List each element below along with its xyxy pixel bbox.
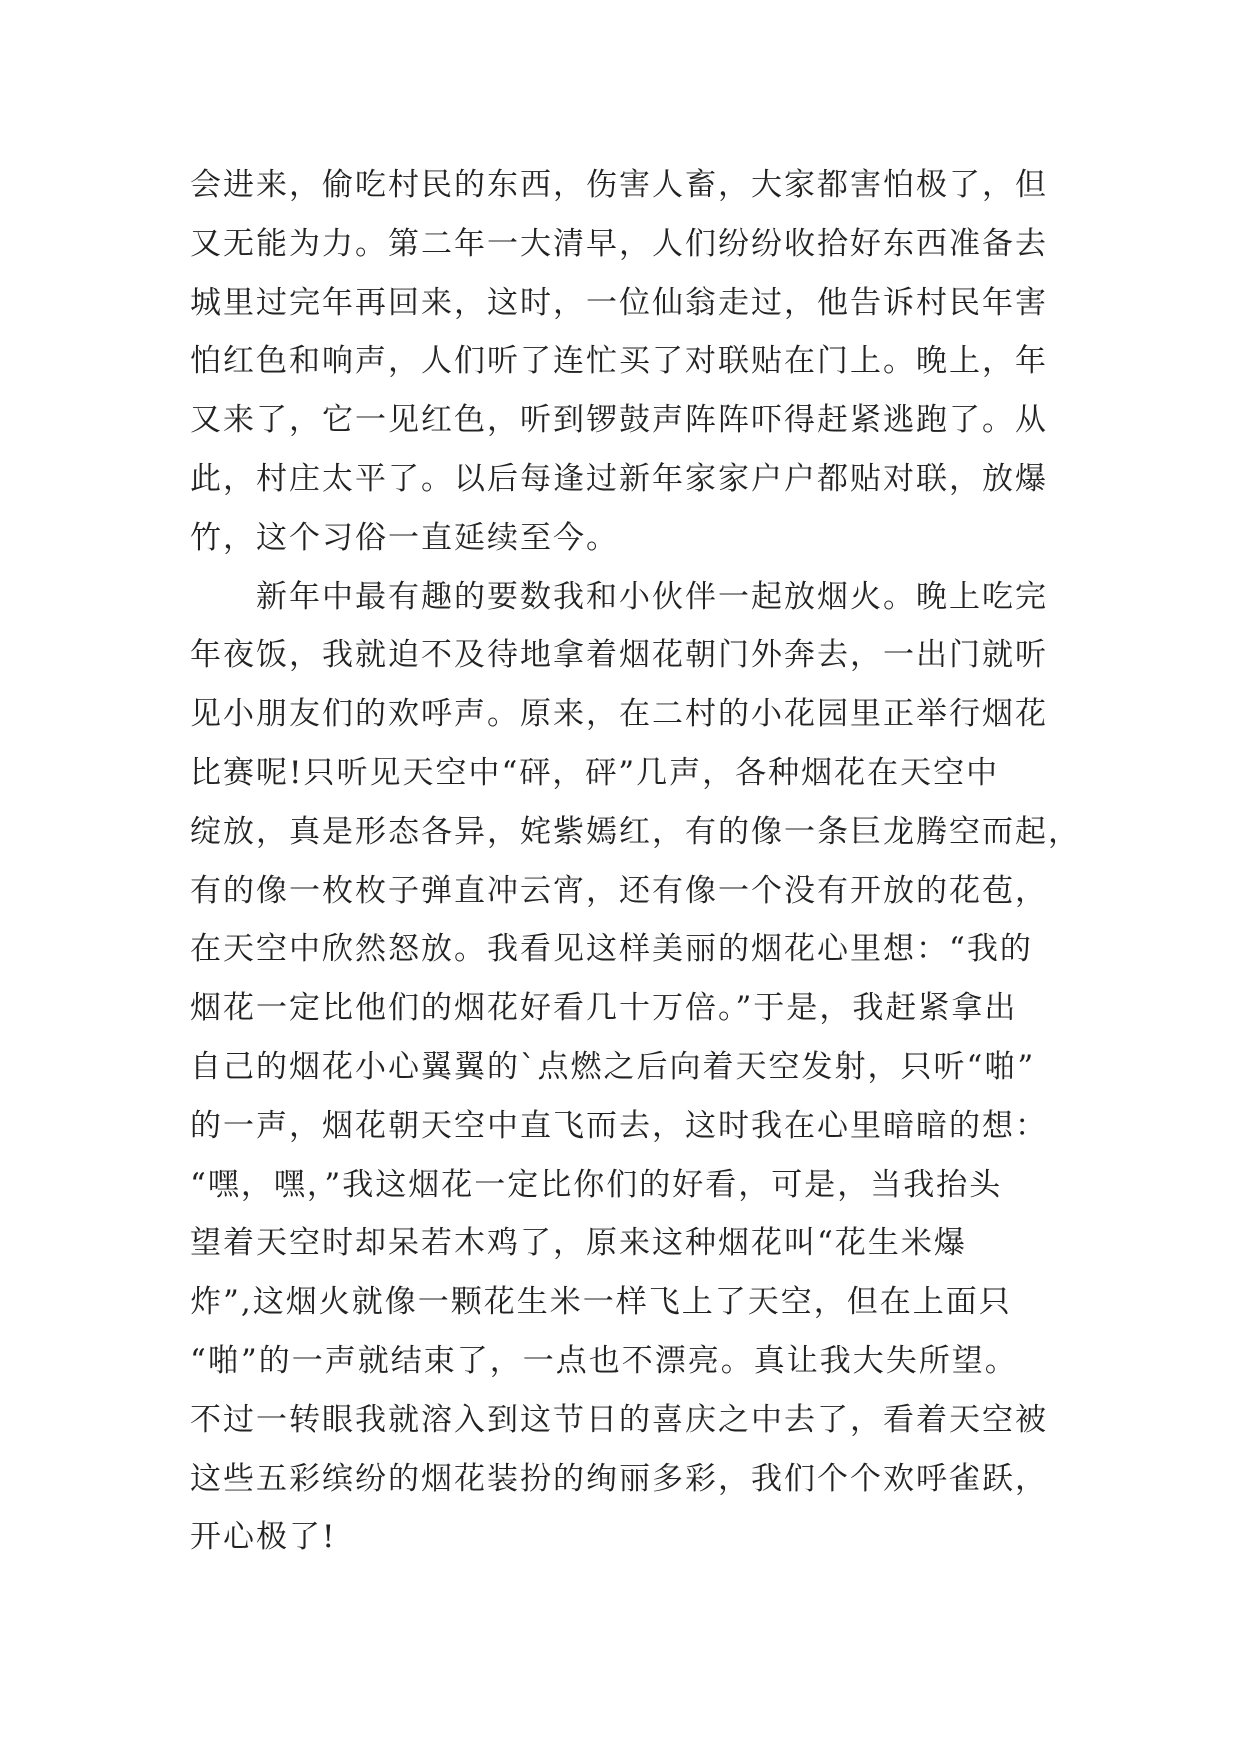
paragraph-line: “啪”的一声就结束了，一点也不漂亮。真让我大失所望。 <box>190 1342 1018 1379</box>
paragraph-line: 有的像一枚枚子弹直冲云宵，还有像一个没有开放的花苞， <box>190 872 1048 909</box>
paragraph-line: 开心极了! <box>190 1519 337 1556</box>
paragraph-line: 新年中最有趣的要数我和小伙伴一起放烟火。晚上吃完 <box>190 578 1048 615</box>
paragraph-line: 此，村庄太平了。以后每逢过新年家家户户都贴对联，放爆 <box>190 460 1048 497</box>
paragraph-line: 望着天空时却呆若木鸡了，原来这种烟花叫“花生米爆 <box>190 1225 967 1262</box>
paragraph-2 <box>190 568 1081 1568</box>
paragraph-line: 会进来，偷吃村民的东西，伤害人畜，大家都害怕极了，但 <box>190 167 1048 203</box>
paragraph-line: 在天空中欣然怒放。我看见这样美丽的烟花心里想：“我的 <box>190 931 1033 968</box>
paragraph-line: 的一声，烟花朝天空中直飞而去，这时我在心里暗暗的想： <box>190 1107 1048 1144</box>
paragraph-line: 自己的烟花小心翼翼的`点燃之后向着天空发射，只听“啪” <box>190 1048 1036 1085</box>
essay-body <box>190 156 1081 1567</box>
paragraph-line: 这些五彩缤纷的烟花装扮的绚丽多彩，我们个个欢呼雀跃， <box>190 1460 1048 1497</box>
paragraph-line: 炸”,这烟火就像一颗花生米一样飞上了天空，但在上面只 <box>190 1284 1012 1321</box>
paragraph-line: 烟花一定比他们的烟花好看几十万倍。”于是，我赶紧拿出 <box>190 990 1018 1027</box>
paragraph-line: 绽放，真是形态各异，姹紫嫣红，有的像一条巨龙腾空而起， <box>190 813 1081 850</box>
paragraph-line: 城里过完年再回来，这时，一位仙翁走过，他告诉村民年害 <box>190 284 1048 321</box>
paragraph-line: 竹，这个习俗一直延续至今。 <box>190 519 619 556</box>
paragraph-line: 见小朋友们的欢呼声。原来，在二村的小花园里正举行烟花 <box>190 696 1048 733</box>
paragraph-line: “嘿，嘿，”我这烟花一定比你们的好看，可是，当我抬头 <box>190 1166 1003 1203</box>
paragraph-line: 又来了，它一见红色，听到锣鼓声阵阵吓得赶紧逃跑了。从 <box>190 402 1048 439</box>
paragraph-line: 年夜饭，我就迫不及待地拿着烟花朝门外奔去，一出门就听 <box>190 637 1048 674</box>
paragraph-line: 不过一转眼我就溶入到这节日的喜庆之中去了，看着天空被 <box>190 1401 1048 1438</box>
paragraph-line: 又无能为力。第二年一大清早，人们纷纷收拾好东西准备去 <box>190 225 1048 262</box>
paragraph-line: 比赛呢!只听见天空中“砰，砰”几声，各种烟花在天空中 <box>190 754 1000 791</box>
paragraph-1 <box>190 156 1070 568</box>
paragraph-line: 怕红色和响声，人们听了连忙买了对联贴在门上。晚上，年 <box>190 343 1048 380</box>
